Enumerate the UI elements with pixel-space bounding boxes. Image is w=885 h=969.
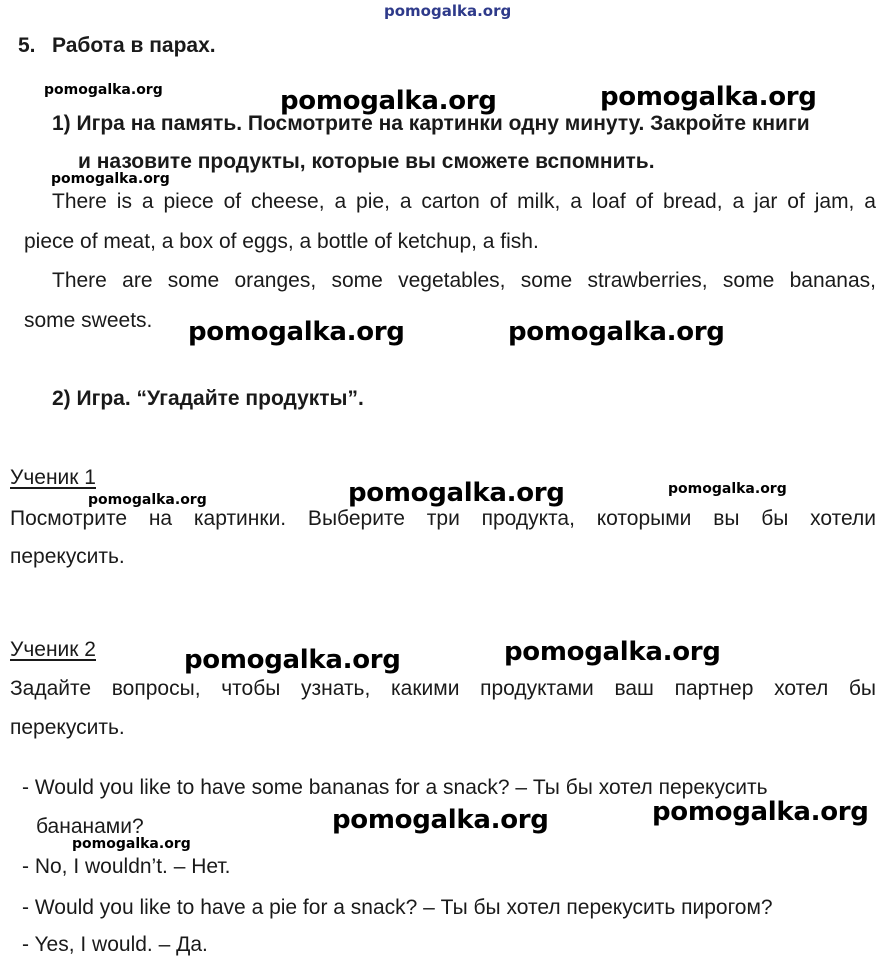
watermark: pomogalka.org — [44, 82, 163, 98]
watermark: pomogalka.org — [668, 481, 787, 497]
watermark-top: pomogalka.org — [384, 2, 512, 20]
watermark: pomogalka.org — [508, 317, 725, 347]
student1-label: Ученик 1 — [10, 466, 96, 489]
watermark: pomogalka.org — [332, 805, 549, 835]
task1-heading-line1: 1) Игра на память. Посмотрите на картинки одну минуту. Закройте книги — [52, 112, 810, 135]
student1-text-line1: Посмотрите на картинки. Выберите три продукта, которыми вы бы хотели — [10, 507, 876, 530]
dialogue-line: - Yes, I would. – Да. — [22, 933, 208, 956]
dialogue-line-continuation: бананами? — [36, 815, 144, 838]
task1-paragraph2 — [52, 269, 876, 293]
dialogue-line: - Would you like to have a pie for a snack? – Ты бы хотел перекусить пирогом? — [22, 896, 773, 919]
exercise-number: 5. — [18, 34, 36, 57]
task1-para2-line1: There are some oranges, some vegetables, some strawberries, some bananas, — [52, 269, 876, 292]
watermark: pomogalka.org — [51, 171, 170, 187]
watermark: pomogalka.org — [88, 492, 207, 508]
watermark: pomogalka.org — [652, 797, 869, 827]
dialogue-line: - No, I wouldn’t. – Нет. — [22, 855, 231, 878]
watermark: pomogalka.org — [504, 637, 721, 667]
task1-para2-line2: some sweets. — [24, 309, 153, 332]
student2-text-line2: перекусить. — [10, 716, 125, 739]
student2-text-line1: Задайте вопросы, чтобы узнать, какими продуктами ваш партнер хотел бы — [10, 677, 876, 700]
student1-text — [10, 507, 876, 531]
task1-para1-line1: There is a piece of cheese, a pie, a carton of milk, a loaf of bread, a jar of jam, a — [52, 190, 876, 213]
dialogue-line: - Would you like to have some bananas for a snack? – Ты бы хотел перекусить — [22, 776, 768, 799]
task2-heading: 2) Игра. “Угадайте продукты”. — [52, 387, 364, 410]
watermark: pomogalka.org — [188, 317, 405, 347]
watermark: pomogalka.org — [600, 82, 817, 112]
exercise-title: Работа в парах. — [52, 34, 216, 57]
task1-heading-line2: и назовите продукты, которые вы сможете вспомнить. — [78, 150, 655, 173]
watermark: pomogalka.org — [348, 478, 565, 508]
task1-paragraph1 — [52, 190, 876, 214]
student2-label: Ученик 2 — [10, 638, 96, 661]
watermark: pomogalka.org — [184, 645, 401, 675]
task1-para1-line2: piece of meat, a box of eggs, a bottle of ketchup, a fish. — [24, 230, 539, 253]
student1-text-line2: перекусить. — [10, 545, 125, 568]
watermark: pomogalka.org — [280, 86, 497, 116]
student2-text — [10, 677, 876, 701]
watermark: pomogalka.org — [72, 836, 191, 852]
